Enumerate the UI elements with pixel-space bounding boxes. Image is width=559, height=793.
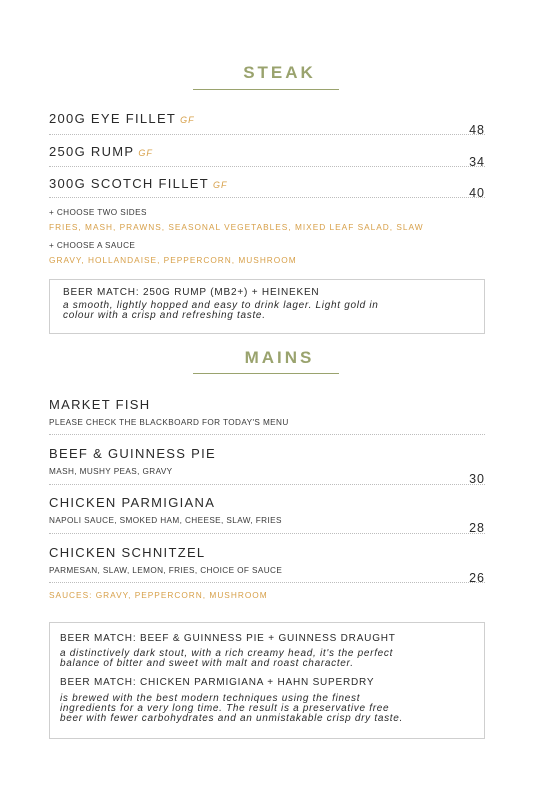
menu-item-chicken-schnitzel: [49, 544, 485, 562]
beer-match-title: BEER MATCH: BEEF & GUINNESS PIE + GUINNESS DRAUGHT: [60, 633, 396, 644]
item-price: 34: [469, 155, 485, 169]
item-name: 250G RUMP: [49, 144, 135, 159]
item-description: PLEASE CHECK THE BLACKBOARD FOR TODAY'S MENU: [49, 418, 289, 427]
sides-options: FRIES, MASH, PRAWNS, SEASONAL VEGETABLES, MIXED LEAF SALAD, SLAW: [49, 222, 424, 232]
beer-match-title: BEER MATCH: 250G RUMP (MB2+) + HEINEKEN: [63, 287, 320, 298]
beer-match-box-mains: [49, 622, 485, 739]
dotted-divider: [49, 134, 485, 135]
item-name: CHICKEN PARMIGIANA: [49, 495, 216, 510]
menu-item-rump: [49, 143, 485, 161]
beer-match-desc-line: a smooth, lightly hopped and easy to drink lager. Light gold in: [63, 300, 379, 311]
item-name: BEEF & GUINNESS PIE: [49, 446, 217, 461]
sides-label: + CHOOSE TWO SIDES: [49, 208, 147, 217]
beer-match-desc-line: beer with fewer carbohydrates and an unmistakable crisp dry taste.: [60, 713, 404, 724]
item-name: 300G SCOTCH FILLET: [49, 176, 209, 191]
item-description: MASH, MUSHY PEAS, GRAVY: [49, 467, 173, 476]
menu-item-scotch-fillet: [49, 175, 485, 193]
beer-match-desc-line: colour with a crisp and refreshing taste.: [63, 310, 266, 321]
beer-match-box-steak: [49, 279, 485, 334]
mains-title-rule: [193, 373, 339, 374]
item-price: 26: [469, 571, 485, 585]
beer-match-desc-line: is brewed with the best modern techniques using the finest: [60, 693, 361, 704]
dotted-divider: [49, 197, 485, 198]
steak-section-title: STEAK: [243, 63, 316, 82]
gf-tag: GF: [138, 148, 153, 158]
dotted-divider: [49, 533, 485, 534]
gf-tag: GF: [212, 180, 228, 190]
beer-match-desc-line: a distinctively dark stout, with a rich creamy head, it's the perfect: [60, 648, 394, 659]
schnitzel-sauce-options: SAUCES: GRAVY, PEPPERCORN, MUSHROOM: [49, 590, 268, 600]
item-name: MARKET FISH: [49, 397, 151, 412]
beer-match-desc-line: ingredients for a very long time. The result is a preservative free: [60, 703, 390, 714]
item-price: 28: [469, 521, 485, 535]
beer-match-title: BEER MATCH: CHICKEN PARMIGIANA + HAHN SUPERDRY: [60, 677, 375, 688]
item-price: 30: [469, 472, 485, 486]
item-description: PARMESAN, SLAW, LEMON, FRIES, CHOICE OF SAUCE: [49, 566, 283, 575]
dotted-divider: [49, 582, 485, 583]
item-name: 200G EYE FILLET: [49, 111, 177, 126]
menu-item-beef-guinness-pie: [49, 445, 485, 463]
item-price: 40: [469, 186, 485, 200]
beer-match-desc-line: balance of bitter and sweet with malt and roast character.: [60, 658, 354, 669]
menu-item-market-fish: [49, 396, 485, 414]
mains-section-title: MAINS: [244, 348, 315, 367]
item-price: 48: [469, 123, 485, 137]
sauce-label: + CHOOSE A SAUCE: [49, 241, 136, 250]
menu-item-chicken-parmigiana: [49, 494, 485, 512]
menu-item-eye-fillet: [49, 110, 485, 128]
steak-title-rule: [193, 89, 339, 90]
gf-tag: GF: [180, 115, 195, 125]
item-description: NAPOLI SAUCE, SMOKED HAM, CHEESE, SLAW, FRIES: [49, 516, 282, 525]
item-name: CHICKEN SCHNITZEL: [49, 545, 206, 560]
sauce-options: GRAVY, HOLLANDAISE, PEPPERCORN, MUSHROOM: [49, 255, 297, 265]
dotted-divider: [49, 484, 485, 485]
dotted-divider: [49, 434, 485, 435]
dotted-divider: [49, 166, 485, 167]
